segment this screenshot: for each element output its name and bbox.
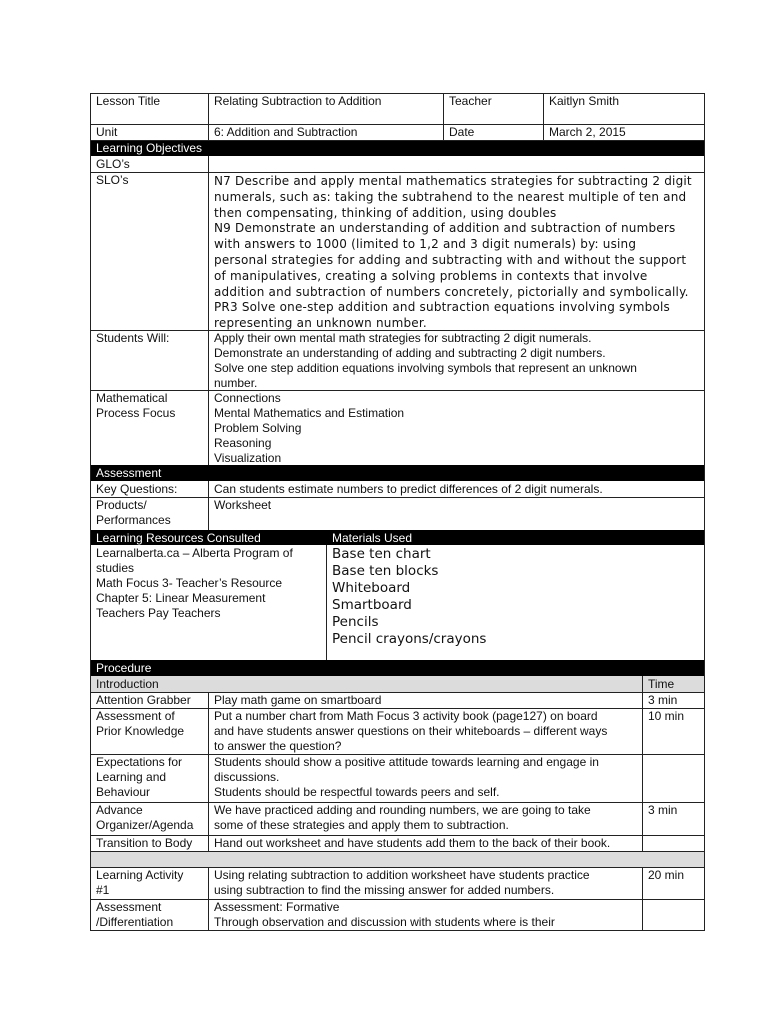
math-process-label-line: Mathematical <box>96 391 168 405</box>
students-will-text <box>208 330 704 390</box>
material-item: Pencil crayons/crayons <box>332 631 487 647</box>
materials-used-header: Materials Used <box>326 530 704 545</box>
table-rule <box>208 692 209 851</box>
products-value: Worksheet <box>214 498 272 512</box>
content-line: Through observation and discussion with students where is their <box>214 915 555 929</box>
table-rule <box>443 93 444 140</box>
table-rule <box>208 481 209 530</box>
students-will-label: Students Will: <box>96 331 170 345</box>
procedure-row-content: Hand out worksheet and have students add them to the back of their book. <box>214 836 611 850</box>
material-item: Base ten blocks <box>332 563 439 579</box>
label-line: Learning and <box>96 770 167 784</box>
math-process-label <box>90 390 208 465</box>
content-line: Students should show a positive attitude towards learning and engage in <box>214 755 599 769</box>
table-rule <box>90 835 705 836</box>
math-process-label-line: Process Focus <box>96 406 176 420</box>
label-line: Prior Knowledge <box>96 724 185 738</box>
procedure-row-content <box>208 802 642 835</box>
key-questions-value: Can students estimate numbers to predict differences of 2 digit numerals. <box>214 482 603 496</box>
slo-line: personal strategies for adding and subtracting with and without the support <box>214 252 687 267</box>
slo-line: with answers to 1000 (limited to 1,2 and 3 digit numerals) by: using <box>214 237 637 252</box>
label-line: Behaviour <box>96 785 151 799</box>
table-rule <box>90 802 705 803</box>
procedure-row-time <box>642 754 704 802</box>
procedure-row-content: Play math game on smartboard <box>214 693 382 707</box>
math-process-list <box>208 390 704 465</box>
products-label <box>90 497 208 530</box>
products-label-line: Performances <box>96 513 171 527</box>
table-rule <box>90 93 705 94</box>
procedure-row-label <box>90 708 208 754</box>
table-rule <box>208 93 209 140</box>
math-process-item: Reasoning <box>214 436 272 450</box>
table-rule <box>208 156 209 465</box>
procedure-header: Procedure <box>90 660 704 676</box>
table-rule <box>326 545 327 660</box>
table-rule <box>90 390 705 391</box>
slo-line: N7 Describe and apply mental mathematics strategies for subtracting 2 digit <box>214 174 692 188</box>
resource-item: Learnalberta.ca – Alberta Program of <box>96 546 293 560</box>
procedure-row-content <box>208 754 642 802</box>
math-process-item: Visualization <box>214 451 282 465</box>
table-rule <box>90 330 705 331</box>
content-line: using subtraction to find the missing answer for added numbers. <box>214 883 555 897</box>
material-item: Pencils <box>332 614 379 630</box>
table-rule <box>90 930 705 931</box>
unit-label: Unit <box>96 125 118 139</box>
table-rule <box>90 140 705 141</box>
content-line: Assessment: Formative <box>214 900 340 914</box>
procedure-row-time: 10 min <box>648 709 685 723</box>
slo-line: of manipulatives, creating a solving problems in contexts that involve <box>214 268 648 283</box>
table-rule <box>90 754 705 755</box>
slo-line: then compensating, thinking of addition, using doubles <box>214 205 557 220</box>
students-will-line: Apply their own mental math strategies for subtracting 2 digit numerals. <box>214 331 592 345</box>
resource-item: Teachers Pay Teachers <box>96 606 221 620</box>
label-line: #1 <box>96 883 110 897</box>
learning-objectives-header: Learning Objectives <box>90 140 704 156</box>
table-rule <box>90 851 705 852</box>
label-line: Assessment <box>96 900 162 914</box>
material-item: Whiteboard <box>332 580 411 596</box>
key-questions-label: Key Questions: <box>96 482 178 496</box>
date-label: Date <box>449 125 475 139</box>
glo-value <box>208 156 704 172</box>
resource-item: Math Focus 3- Teacher’s Resource <box>96 576 283 590</box>
table-rule <box>642 867 643 930</box>
procedure-row-label: Attention Grabber <box>96 693 191 707</box>
procedure-row-label <box>90 802 208 835</box>
procedure-row-time <box>642 899 704 930</box>
material-item: Smartboard <box>332 597 412 613</box>
procedure-row-label: Transition to Body <box>96 836 193 850</box>
slo-line: PR3 Solve one-step addition and subtraction equations involving symbols <box>214 300 671 315</box>
lesson-title-label: Lesson Title <box>96 94 161 108</box>
procedure-row-time: 20 min <box>648 868 685 882</box>
table-rule <box>90 692 705 693</box>
date-value: March 2, 2015 <box>549 125 626 139</box>
products-label-line: Products/ <box>96 498 147 512</box>
students-will-line: Solve one step addition equations involving symbols that represent an unknown <box>214 361 637 375</box>
procedure-row-time: 3 min <box>648 803 678 817</box>
content-line: to answer the question? <box>214 739 342 753</box>
unit-value: 6: Addition and Subtraction <box>214 125 358 139</box>
content-line: discussions. <box>214 770 280 784</box>
procedure-row-time <box>642 835 704 851</box>
label-line: Advance <box>96 803 143 817</box>
resources-consulted-list <box>90 545 326 660</box>
procedure-row-time: 3 min <box>648 693 678 707</box>
glo-label: GLO’s <box>96 157 130 171</box>
label-line: Learning Activity <box>96 868 184 882</box>
label-line: Expectations for <box>96 755 183 769</box>
material-item: Base ten chart <box>332 546 431 562</box>
table-rule <box>90 172 705 173</box>
math-process-item: Connections <box>214 391 281 405</box>
time-column-header: Time <box>648 677 675 691</box>
content-line: We have practiced adding and rounding numbers, we are going to take <box>214 803 591 817</box>
resource-item: Chapter 5: Linear Measurement <box>96 591 266 605</box>
content-line: and have students answer questions on their whiteboards – different ways <box>214 724 608 738</box>
label-line: /Differentiation <box>96 915 174 929</box>
content-line: Using relating subtraction to addition worksheet have students practice <box>214 868 590 882</box>
procedure-row-label <box>90 754 208 802</box>
procedure-row-content <box>208 899 642 930</box>
content-line: some of these strategies and apply them to subtraction. <box>214 818 509 832</box>
table-rule <box>704 93 705 931</box>
table-rule <box>90 497 705 498</box>
table-rule <box>543 93 544 140</box>
slo-line: representing an unknown number. <box>214 316 427 330</box>
table-rule <box>90 93 91 931</box>
resources-consulted-header: Learning Resources Consulted <box>90 530 326 545</box>
procedure-row-label <box>90 899 208 930</box>
teacher-label: Teacher <box>449 94 492 108</box>
materials-used-list <box>326 545 704 660</box>
table-rule <box>642 676 643 851</box>
procedure-row-content <box>208 708 642 754</box>
teacher-value: Kaitlyn Smith <box>549 94 620 108</box>
students-will-line: number. <box>214 376 258 390</box>
slo-label: SLO’s <box>96 173 129 187</box>
slo-text <box>208 172 704 330</box>
table-rule <box>90 899 705 900</box>
table-rule <box>90 708 705 709</box>
procedure-row-label <box>90 867 208 899</box>
content-line: Students should be respectful towards peers and self. <box>214 785 500 799</box>
procedure-row-content <box>208 867 642 899</box>
resource-item: studies <box>96 561 135 575</box>
slo-line: addition and subtraction of numbers concretely, pictorially and symbolically. <box>214 284 689 299</box>
slo-line: numerals, such as: taking the subtrahend to the nearest multiple of ten and <box>214 189 687 204</box>
label-line: Assessment of <box>96 709 175 723</box>
introduction-label: Introduction <box>96 677 159 691</box>
label-line: Organizer/Agenda <box>96 818 194 832</box>
content-line: Put a number chart from Math Focus 3 activity book (page127) on board <box>214 709 598 723</box>
table-rule <box>90 867 705 868</box>
math-process-item: Problem Solving <box>214 421 302 435</box>
table-rule <box>208 867 209 930</box>
slo-line: N9 Demonstrate an understanding of addition and subtraction of numbers <box>214 221 676 236</box>
body-spacer-row <box>90 851 704 867</box>
lesson-title-value: Relating Subtraction to Addition <box>214 94 382 108</box>
assessment-header: Assessment <box>90 465 704 481</box>
table-rule <box>90 124 705 125</box>
students-will-line: Demonstrate an understanding of adding and subtracting 2 digit numbers. <box>214 346 606 360</box>
math-process-item: Mental Mathematics and Estimation <box>214 406 405 420</box>
